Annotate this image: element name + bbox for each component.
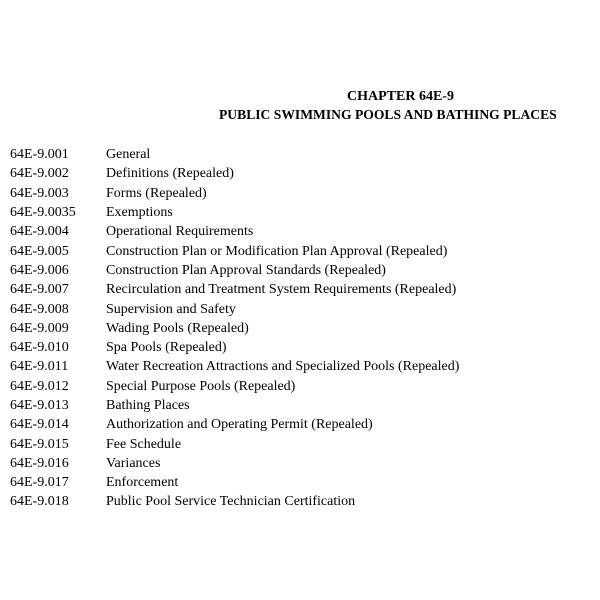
rule-number: 64E-9.0035 <box>10 205 76 221</box>
rule-row <box>10 222 459 241</box>
rule-row <box>10 145 459 164</box>
rule-title: Public Pool Service Technician Certification <box>106 494 356 510</box>
rule-number: 64E-9.014 <box>10 417 69 433</box>
rule-title: Water Recreation Attractions and Specialized Pools (Repealed) <box>106 359 460 375</box>
rule-row <box>10 261 459 280</box>
rule-title: Definitions (Repealed) <box>106 166 234 182</box>
rule-row <box>10 319 459 338</box>
rule-row <box>10 454 459 473</box>
chapter-number: CHAPTER 64E-9 <box>347 89 454 104</box>
rule-title: Authorization and Operating Permit (Repealed) <box>106 417 373 433</box>
rule-number: 64E-9.011 <box>10 359 69 375</box>
rule-number: 64E-9.007 <box>10 282 69 298</box>
rule-title: Variances <box>106 455 161 471</box>
rule-number: 64E-9.013 <box>10 398 69 413</box>
rule-row <box>10 338 459 357</box>
chapter-name: PUBLIC SWIMMING POOLS AND BATHING PLACES <box>219 107 557 122</box>
rule-row <box>10 184 459 203</box>
rule-row <box>10 434 459 453</box>
rule-row <box>10 203 459 222</box>
rule-title: Construction Plan Approval Standards (Repealed) <box>106 262 386 278</box>
rule-title: Spa Pools (Repealed) <box>106 340 227 356</box>
rule-row <box>10 164 459 183</box>
rule-title: Operational Requirements <box>106 224 254 240</box>
rule-row <box>10 396 459 415</box>
rule-title: Enforcement <box>106 475 179 491</box>
rule-row <box>10 377 459 396</box>
rule-row <box>10 473 459 492</box>
rule-title: General <box>106 147 151 163</box>
rule-number: 64E-9.009 <box>10 320 69 336</box>
rule-row <box>10 357 459 376</box>
rule-title: Exemptions <box>106 205 173 221</box>
rule-number: 64E-9.001 <box>10 147 69 163</box>
rule-number: 64E-9.006 <box>10 262 69 278</box>
rule-title: Forms (Repealed) <box>106 185 207 201</box>
rule-title: Special Purpose Pools (Repealed) <box>106 378 296 394</box>
rule-number: 64E-9.008 <box>10 301 69 317</box>
rule-title: Wading Pools (Repealed) <box>106 320 249 336</box>
rule-number: 64E-9.016 <box>10 455 69 471</box>
rule-row <box>10 299 459 318</box>
rule-number: 64E-9.005 <box>10 243 69 259</box>
rule-title: Supervision and Safety <box>106 301 236 317</box>
rule-row <box>10 415 459 434</box>
rule-title: Construction Plan or Modification Plan Approval (Repealed) <box>106 243 448 259</box>
rule-number: 64E-9.018 <box>10 494 69 510</box>
rule-number: 64E-9.003 <box>10 185 69 201</box>
rule-number: 64E-9.004 <box>10 224 69 240</box>
rule-title: Recirculation and Treatment System Requirements (Repealed) <box>106 282 457 298</box>
rule-number: 64E-9.017 <box>10 475 69 491</box>
rule-row <box>10 280 459 299</box>
rule-number: 64E-9.002 <box>10 166 69 182</box>
rule-number: 64E-9.012 <box>10 378 69 394</box>
rule-list <box>10 145 459 512</box>
rule-number: 64E-9.010 <box>10 340 69 356</box>
rule-row <box>10 492 459 511</box>
rule-row <box>10 241 459 260</box>
rule-title: Fee Schedule <box>106 436 182 452</box>
rule-number: 64E-9.015 <box>10 436 69 452</box>
rule-title: Bathing Places <box>106 398 190 413</box>
